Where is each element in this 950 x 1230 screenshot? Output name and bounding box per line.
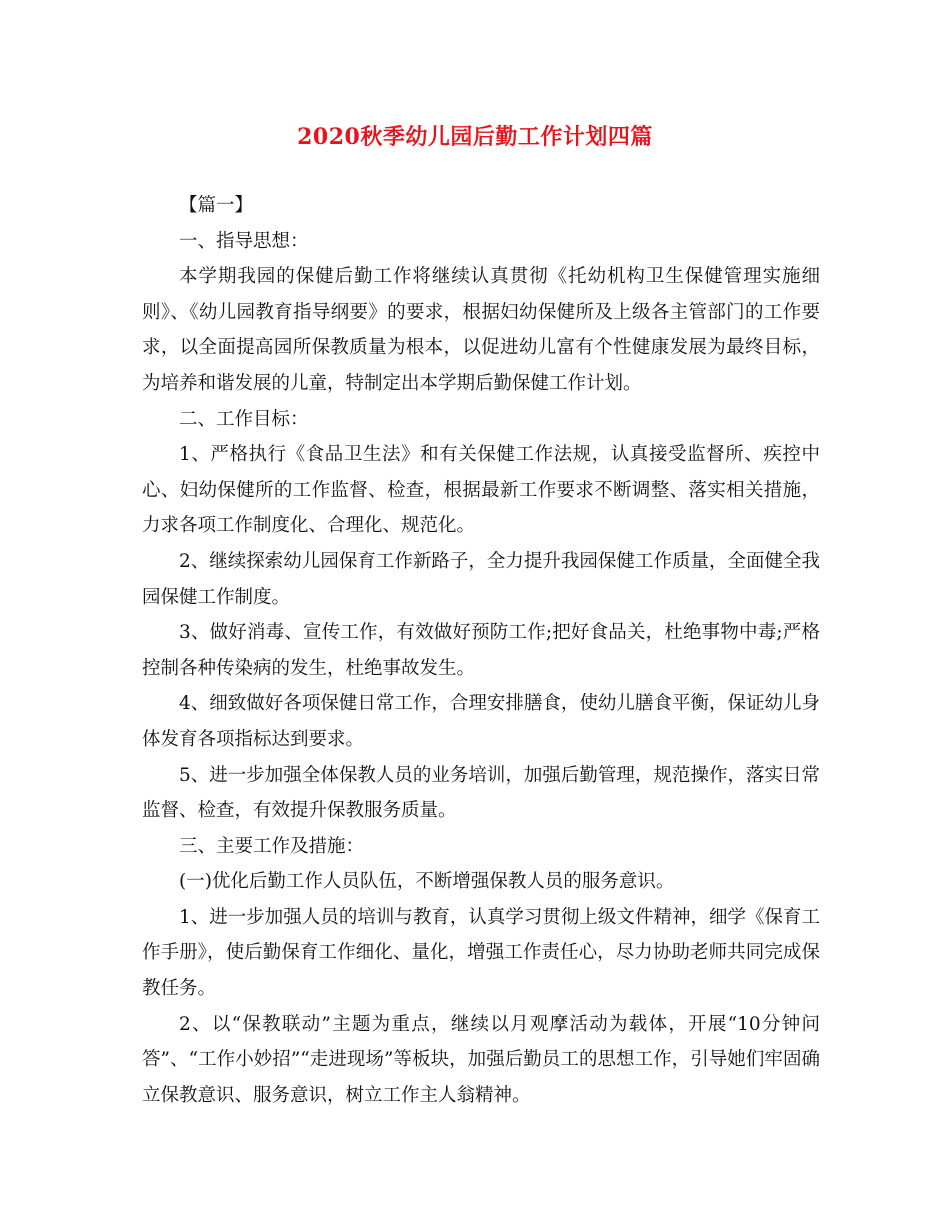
- paragraph-measure-1: 1、进一步加强人员的培训与教育，认真学习贯彻上级文件精神，细学《保育工作手册》，使后勤保育工作细化、量化，增强工作责任心，尽力协助老师共同完成保教任务。: [142, 906, 820, 1000]
- document-body: [142, 188, 820, 1113]
- paragraph-goal-5: 5、进一步加强全体保教人员的业务培训，加强后勤管理，规范操作，落实日常监督、检查，有效提升保教服务质量。: [142, 764, 820, 822]
- paragraph-guiding-ideology: 本学期我园的保健后勤工作将继续认真贯彻《托幼机构卫生保健管理实施细则》、《幼儿园教育指导纲要》的要求，根据妇幼保健所及上级各主管部门的工作要求，以全面提高园所保教质量为根本，以促进幼儿富有个性健康发展为最终目标，为培养和谐发展的儿童，特制定出本学期后勤保健工作计划。: [142, 266, 820, 394]
- paragraph-goal-3: 3、做好消毒、宣传工作，有效做好预防工作;把好食品关，杜绝事物中毒;严格控制各种传染病的发生，杜绝事故发生。: [142, 622, 820, 679]
- paragraph-goal-4: 4、细致做好各项保健日常工作，合理安排膳食，使幼儿膳食平衡，保证幼儿身体发育各项指标达到要求。: [142, 693, 820, 750]
- document-title: 2020秋季幼儿园后勤工作计划四篇: [297, 124, 653, 150]
- paragraph-measure-2: 2、以“保教联动”主题为重点，继续以月观摩活动为载体，开展“10分钟问答”、“工作小妙招”“走进现场”等板块，加强后勤员工的思想工作，引导她们牢固确立保教意识、服务意识，树立工作主人翁精神。: [142, 1013, 820, 1106]
- paragraph-goal-1: 1、严格执行《食品卫生法》和有关保健工作法规，认真接受监督所、疾控中心、妇幼保健所的工作监督、检查，根据最新工作要求不断调整、落实相关措施，力求各项工作制度化、合理化、规范化。: [142, 444, 820, 537]
- section-heading-guiding-ideology: 一、指导思想：: [179, 230, 309, 252]
- paragraph-goal-2: 2、继续探索幼儿园保育工作新路子，全力提升我园保健工作质量，全面健全我园保健工作制度。: [142, 550, 820, 608]
- section-heading-part-one: 【篇一】: [179, 195, 254, 216]
- section-heading-work-goals: 二、工作目标：: [179, 408, 309, 430]
- subsection-heading-staff: (一)优化后勤工作人员队伍，不断增强保教人员的服务意识。: [179, 871, 675, 893]
- section-heading-main-work: 三、主要工作及措施：: [179, 835, 365, 857]
